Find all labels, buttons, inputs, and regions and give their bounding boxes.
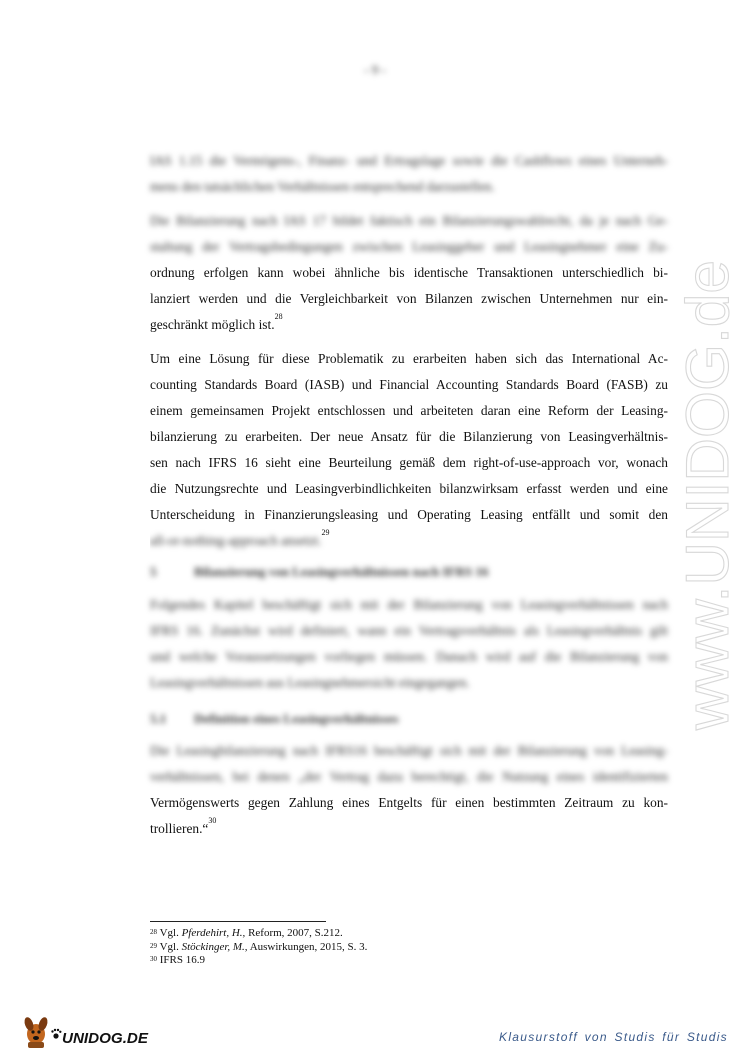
- footnote-ref: 30: [208, 816, 217, 825]
- dog-icon: [23, 1016, 49, 1048]
- footnote-number: 29: [150, 941, 157, 950]
- unidog-logo: [22, 1010, 152, 1050]
- footnote-ref: 29: [321, 528, 330, 537]
- paw-icon: [51, 1029, 61, 1039]
- blurred-line: IAS 1.15 die Vermögens-, Finanz- und Ertragslage sowie die Cashflows eines Unterneh-: [150, 153, 668, 168]
- body-line: Um eine Lösung für diese Problematik zu erarbeiten haben sich das International Ac-: [150, 351, 668, 366]
- heading-title: Bilanzierung von Leasingverhältnissen nach IFRS 16: [194, 564, 489, 579]
- text-block-upper: [150, 148, 668, 554]
- section-heading-5: [150, 564, 488, 580]
- footnote-number: 30: [150, 955, 157, 963]
- section-heading-5-1: [150, 711, 398, 727]
- watermark: [650, 230, 750, 750]
- footnote-separator: [150, 921, 326, 922]
- body-line: [150, 816, 668, 842]
- body-line: die Nutzungsrechte und Leasingverbindlichkeiten bilanzwirksam erfasst werden und eine: [150, 481, 668, 496]
- body-line: ordnung erfolgen kann wobei ähnliche bis identische Transaktionen unterschiedlich bi-: [150, 265, 668, 280]
- footnote-source: Auswirkungen, 2015, S. 3.: [247, 940, 368, 953]
- footnote-ref: 28: [274, 312, 283, 321]
- text-block-chapter-intro: [150, 592, 668, 696]
- footnotes: [150, 927, 367, 968]
- footnote-prefix: Vgl.: [159, 927, 182, 939]
- body-line: lanziert werden und die Vergleichbarkeit von Bilanzen zwischen Unternehmen nur ein-: [150, 291, 668, 306]
- logo-text: UNIDOG.DE: [62, 1030, 149, 1047]
- body-line-text: geschränkt möglich ist.: [150, 317, 275, 332]
- blurred-line: Leasingverhältnissen aus Leasingnehmersicht eingegangen.: [150, 675, 470, 690]
- heading-number: 5.1: [150, 711, 167, 726]
- footnote-source: Reform, 2007, S.212.: [245, 927, 343, 939]
- body-line: [150, 528, 668, 554]
- body-line: bilanzierung zu erarbeiten. Der neue Ansatz für die Bilanzierung von Leasingverhältnis-: [150, 429, 668, 444]
- body-line: Vermögenswerts gegen Zahlung eines Entgelts für einen bestimmten Zeitraum zu kon-: [150, 795, 668, 810]
- footnote-author: Stöckinger, M.,: [181, 940, 248, 953]
- page-number: - 9 -: [364, 62, 386, 77]
- footnote-30: [150, 954, 367, 968]
- body-line-text: trollieren.“: [150, 821, 209, 836]
- footnote-29: [150, 941, 367, 955]
- blurred-line: Die Bilanzierung nach IAS 17 bildet faktisch ein Bilanzierungswahlrecht, da je nach Ge-: [150, 213, 668, 228]
- text-block-definition: [150, 738, 668, 842]
- watermark-text: www.UNIDOG.de: [674, 263, 741, 730]
- footnote-source: IFRS 16.9: [159, 954, 205, 966]
- tagline: Klausurstoff von Studis für Studis: [499, 1030, 728, 1044]
- heading-number: 5: [150, 564, 157, 579]
- footnote-number: 28: [150, 928, 157, 936]
- body-line: counting Standards Board (IASB) und Financial Accounting Standards Board (FASB) zu: [150, 377, 668, 392]
- blurred-line: und welche Voraussetzungen vorliegen müssen. Danach wird auf die Bilanzierung von: [150, 649, 668, 664]
- blurred-line: staltung der Vertragsbedingungen zwischen Leasinggeber und Leasingnehmer eine Zu-: [150, 239, 668, 254]
- footnote-prefix: Vgl.: [159, 940, 182, 953]
- footnote-28: [150, 927, 367, 941]
- blurred-line: all-or-nothing-approach ansetzt.: [150, 533, 322, 548]
- blurred-line: mens den tatsächlichen Verhältnissen entsprechend darzustellen.: [150, 179, 495, 194]
- blurred-line: Die Leasingbilanzierung nach IFRS16 beschäftigt sich mit der Bilanzierung von Leasing-: [150, 743, 668, 758]
- body-line: [150, 312, 668, 338]
- heading-title: Definition eines Leasingverhältnisses: [194, 711, 399, 726]
- blurred-line: IFRS 16. Zunächst wird definiert, wann ein Vertragsverhältnis als Leasingverhältnis gilt: [150, 623, 668, 638]
- blurred-line: verhältnissen, bei denen „der Vertrag dazu berechtigt, die Nutzung eines identifizierten: [150, 769, 668, 784]
- body-line: Unterscheidung in Finanzierungsleasing und Operating Leasing entfällt und somit den: [150, 507, 668, 522]
- blurred-line: Folgendes Kapitel beschäftigt sich mit der Bilanzierung von Leasingverhältnissen nach: [150, 597, 668, 612]
- footnote-author: Pferdehirt, H.,: [181, 927, 246, 939]
- body-line: sen nach IFRS 16 sieht eine Beurteilung gemäß dem right-of-use-approach vor, wonach: [150, 455, 668, 470]
- body-line: einem gemeinsamen Projekt entschlossen und arbeiteten daran eine Reform der Leasing-: [150, 403, 668, 418]
